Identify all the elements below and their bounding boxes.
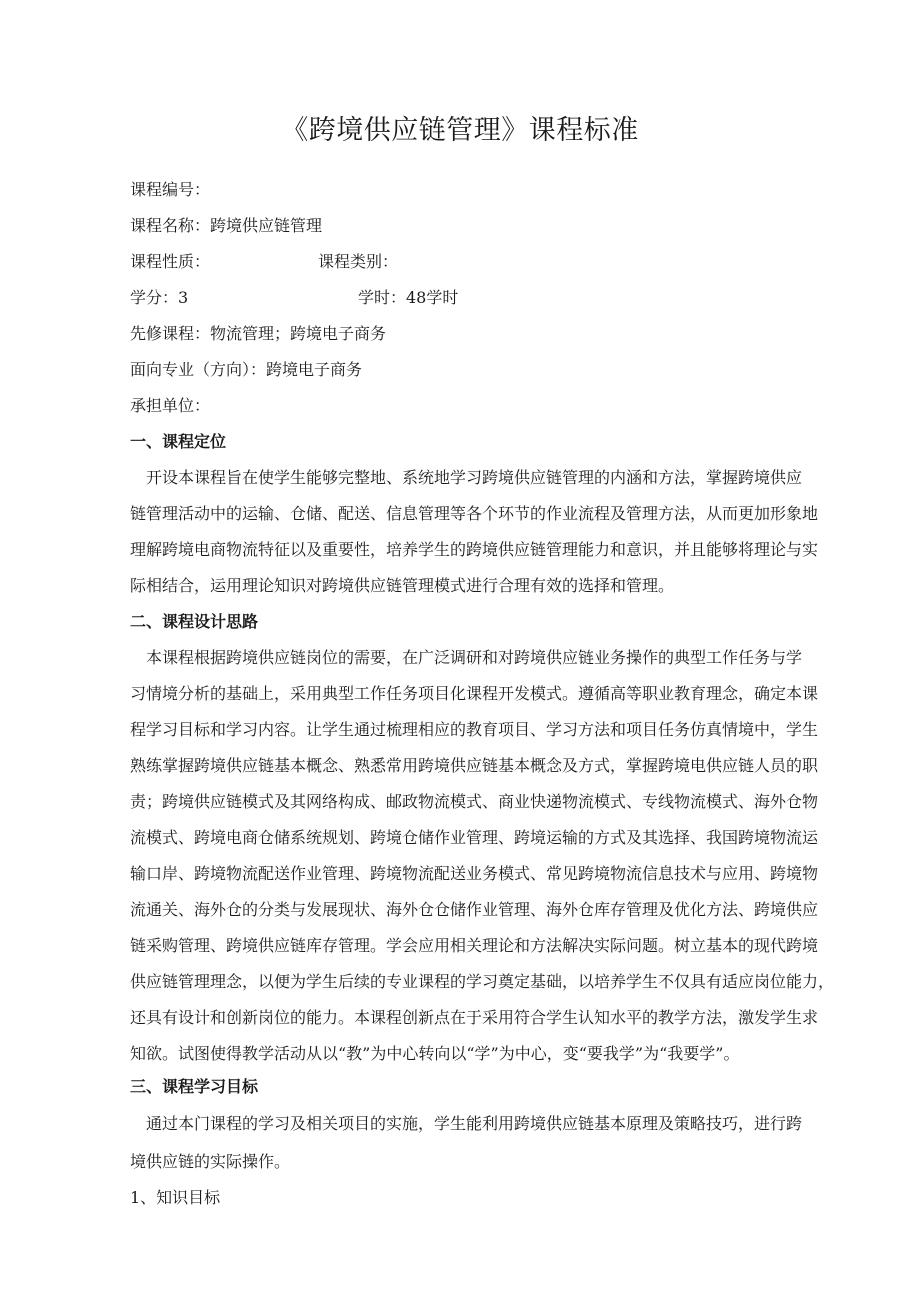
knowledge-objective-heading: 1、知识目标 bbox=[130, 1188, 221, 1207]
section-heading-design: 二、课程设计思路 bbox=[130, 612, 259, 631]
course-category-label: 课程类别： bbox=[318, 252, 399, 271]
paragraph-line: 熟练掌握跨境供应链基本概念、熟悉常用跨境供应链基本概念及方式，掌握跨境电供应链人员的职 bbox=[130, 756, 819, 775]
course-hours: 学时：48学时 bbox=[358, 288, 459, 307]
section-heading-objectives: 三、课程学习目标 bbox=[130, 1077, 259, 1096]
paragraph-line: 流模式、跨境电商仓储系统规划、跨境仓储作业管理、跨境运输的方式及其选择、我国跨境物流运 bbox=[130, 828, 819, 847]
paragraph-line: 知欲。试图使得教学活动从以“教”为中心转向以“学”为中心，变“要我学”为“我要学”。 bbox=[130, 1044, 740, 1063]
paragraph-line: 开设本课程旨在使学生能够完整地、系统地学习跨境供应链管理的内涵和方法，掌握跨境供应 bbox=[146, 468, 803, 487]
paragraph-line: 际相结合，运用理论知识对跨境供应链管理模式进行合理有效的选择和管理。 bbox=[130, 576, 675, 595]
paragraph-line: 理解跨境电商物流特征以及重要性，培养学生的跨境供应链管理能力和意识，并且能够将理论与实 bbox=[130, 540, 819, 559]
course-unit-label: 承担单位： bbox=[130, 396, 211, 415]
paragraph-line: 链管理活动中的运输、仓储、配送、信息管理等各个环节的作业流程及管理方法，从而更加形象地 bbox=[130, 504, 819, 523]
paragraph-line: 输口岸、跨境物流配送作业管理、跨境物流配送业务模式、常见跨境物流信息技术与应用、跨境物 bbox=[130, 864, 819, 883]
paragraph-line: 境供应链的实际操作。 bbox=[130, 1152, 291, 1171]
course-nature-label: 课程性质： bbox=[130, 252, 211, 271]
paragraph-line: 程学习目标和学习内容。让学生通过梳理相应的教育项目、学习方法和项目任务仿真情境中，学生 bbox=[130, 720, 819, 739]
section-body-positioning bbox=[130, 460, 846, 604]
paragraph-line: 流通关、海外仓的分类与发展现状、海外仓仓储作业管理、海外仓库存管理及优化方法、跨境供应 bbox=[130, 900, 819, 919]
course-major: 面向专业（方向）：跨境电子商务 bbox=[130, 360, 363, 379]
document-title: 《跨境供应链管理》课程标准 bbox=[281, 115, 639, 146]
section-body-objectives bbox=[130, 1106, 846, 1180]
section-body-design bbox=[130, 640, 846, 1072]
section-heading-positioning: 一、课程定位 bbox=[130, 432, 227, 451]
course-prerequisites: 先修课程：物流管理；跨境电子商务 bbox=[130, 324, 387, 343]
paragraph-line: 本课程根据跨境供应链岗位的需要，在广泛调研和对跨境供应链业务操作的典型工作任务与学 bbox=[146, 648, 803, 667]
paragraph-line: 链采购管理、跨境供应链库存管理。学会应用相关理论和方法解决实际问题。树立基本的现代跨境 bbox=[130, 936, 819, 955]
course-number-label: 课程编号： bbox=[130, 180, 211, 199]
paragraph-line: 责；跨境供应链模式及其网络构成、邮政物流模式、商业快递物流模式、专线物流模式、海外仓物 bbox=[130, 792, 819, 811]
paragraph-line: 通过本门课程的学习及相关项目的实施，学生能利用跨境供应链基本原理及策略技巧，进行跨 bbox=[146, 1114, 803, 1133]
paragraph-line: 习情境分析的基础上，采用典型工作任务项目化课程开发模式。遵循高等职业教育理念，确定本课 bbox=[130, 684, 819, 703]
paragraph-line: 还具有设计和创新岗位的能力。本课程创新点在于采用符合学生认知水平的教学方法，激发学生求 bbox=[130, 1008, 819, 1027]
paragraph-line: 供应链管理理念，以便为学生后续的专业课程的学习奠定基础，以培养学生不仅具有适应岗位能力， bbox=[130, 972, 835, 991]
course-credit: 学分：3 bbox=[130, 288, 189, 307]
course-name: 课程名称：跨境供应链管理 bbox=[130, 216, 323, 235]
